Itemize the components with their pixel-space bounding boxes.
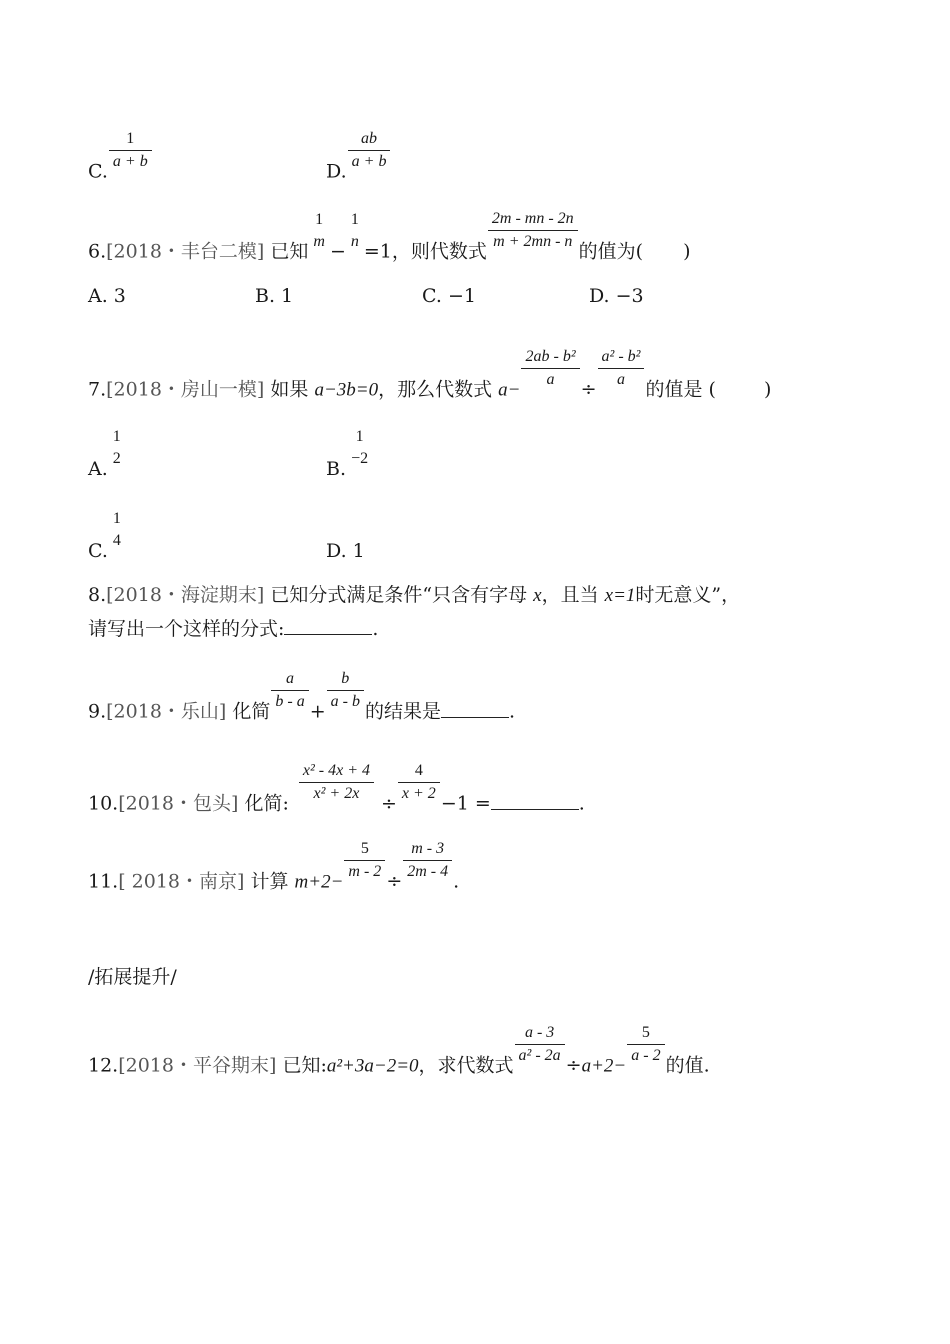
q6-option-c: C. −1 (422, 285, 476, 307)
question-12: 12.[2018・平谷期末] 已知:a²+3a−2=0，求代数式 $\frac{a - 3}{\text{a² - 2a}}$ ÷a+2− $\frac{5}{a - 2}$ 的值. (88, 1024, 710, 1077)
q6-options (88, 285, 644, 307)
q10-fraction-1: $\frac{\text{x² - 4x + 4}}{\text{x² + 2x}}$ (299, 760, 374, 805)
question-7: 7.[2018・房山一模] 如果 a−3b=0，那么代数式 a− $\frac{\text{2ab - b²}}{a}$ ÷ $\frac{\text{a² - b²}}{a}$ 的值是 ( ) (88, 348, 772, 401)
question-6: 6.[2018・丰台二模] 已知 1 m − 1 n =1，则代数式 $\frac{2m - mn - 2n}{m + 2mn - n}$ 的值为( ) (88, 210, 691, 263)
question-10: 10.[2018・包头] 化简: $\frac{\text{x² - 4x + 4}}{\text{x² + 2x}}$ ÷ $\frac{4}{x + 2}$ −1 = . (88, 762, 585, 815)
q7-option-a: A. 1 2 (88, 428, 121, 480)
q7-options-cd (88, 510, 365, 574)
q6-option-d: D. −3 (589, 285, 644, 307)
q10-answer-blank[interactable] (491, 791, 579, 810)
q6-fraction-3: $\frac{2m - mn - 2n}{m + 2mn - n}$ (488, 208, 578, 253)
question-8: 8.[2018・海淀期末] 已知分式满足条件“只含有字母 x，且当 x=1时无意义”， (88, 584, 741, 606)
section-title: /拓展提升/ (88, 966, 177, 988)
q7-option-c: C. 1 4 (88, 510, 121, 562)
q5-option-c: C. $\frac{1}{a + b}$ (88, 150, 320, 195)
question-11: 11.[ 2018・南京] 计算 m+2− $\frac{5}{m - 2}$ ÷ $\frac{m - 3}{2m - 4}$ . (88, 840, 460, 893)
q8-answer-blank[interactable] (284, 616, 372, 635)
q5-options (88, 130, 391, 195)
q5-c-fraction: $\frac{1}{a + b}$ (109, 128, 152, 173)
q7-option-d: D. 1 (326, 540, 365, 562)
q6-fraction-2: 1 n (350, 210, 359, 250)
question-9: 9.[2018・乐山] 化简 $\frac{a}{b - a}$ + $\frac{b}{a - b}$ 的结果是 . (88, 670, 516, 723)
q7-option-b: B. 1 −2 (326, 428, 369, 480)
q12-fraction-2: $\frac{5}{a - 2}$ (627, 1022, 664, 1067)
q12-fraction-1: $\frac{a - 3}{\text{a² - 2a}}$ (515, 1022, 565, 1067)
q5-option-d: D. $\frac{ab}{a + b}$ (326, 150, 391, 195)
q9-fraction-2: $\frac{b}{a - b}$ (327, 668, 364, 713)
q9-answer-blank[interactable] (441, 699, 509, 718)
q11-fraction-2: $\frac{m - 3}{2m - 4}$ (403, 838, 452, 883)
q9-fraction-1: $\frac{a}{b - a}$ (271, 668, 308, 713)
q6-option-a: A. 3 (88, 285, 126, 307)
question-8-line2: 请写出一个这样的分式: . (88, 618, 379, 640)
q10-fraction-2: $\frac{4}{x + 2}$ (398, 760, 440, 805)
q5-d-fraction: $\frac{ab}{a + b}$ (348, 128, 391, 173)
q6-fraction-1: 1 m (313, 210, 325, 250)
q6-option-b: B. 1 (255, 285, 294, 307)
q11-fraction-1: $\frac{5}{m - 2}$ (344, 838, 385, 883)
q7-fraction-1: $\frac{\text{2ab - b²}}{a}$ (521, 346, 579, 391)
q7-fraction-2: $\frac{\text{a² - b²}}{a}$ (598, 346, 645, 391)
q7-options-ab (88, 428, 373, 492)
